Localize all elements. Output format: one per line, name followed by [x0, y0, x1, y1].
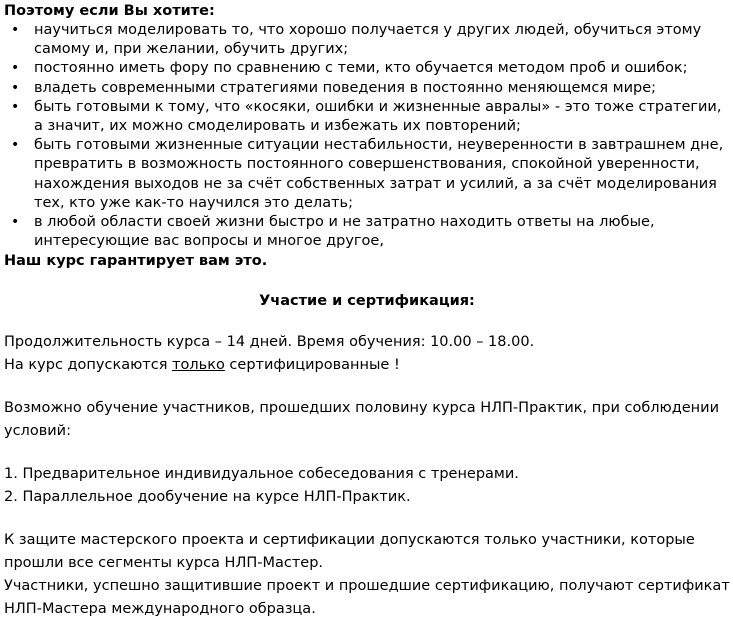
- spacer: [4, 443, 730, 463]
- admission-note: [4, 354, 730, 377]
- bullet-icon: •: [11, 60, 20, 77]
- spacer: [4, 509, 730, 529]
- list-item-text: владеть современными стратегиями поведения в постоянно меняющемся мире;: [34, 79, 657, 96]
- bullet-icon: •: [11, 137, 20, 154]
- list-item-text: научиться моделировать то, что хорошо получается у других людей, обучиться этому самому и, при желании, обучить других;: [34, 22, 702, 58]
- certificate-note: Участники, успешно защитившие проект и прошедшие сертификацию, получают сертификат НЛП-Мастера международного образца.: [4, 578, 730, 618]
- list-item-text: быть готовыми жизненные ситуации нестабильности, неуверенности в завтрашнем дне, превратить в возможность постоянного совершенствования, спокойной уверенности, нахождения выходов не за счёт собственных затрат и усилий, а за счёт моделирования тех, кто уже как-то научился это делать;: [34, 137, 724, 211]
- list-item: [4, 59, 730, 78]
- admission-text-after: сертифицированные !: [224, 357, 400, 374]
- list-item: [4, 21, 730, 59]
- bullet-icon: •: [11, 79, 20, 96]
- bullet-icon: •: [11, 98, 20, 115]
- guarantee-statement: Наш курс гарантирует вам это.: [4, 253, 268, 270]
- benefits-list: [4, 21, 730, 251]
- course-duration: Продолжительность курса – 14 дней. Время обучения: 10.00 – 18.00.: [4, 334, 535, 351]
- list-item: [4, 213, 730, 251]
- list-item: [4, 98, 730, 136]
- bullet-icon: •: [11, 22, 20, 38]
- spacer: [4, 377, 730, 397]
- spacer: [4, 311, 730, 331]
- admission-text-before: На курс допускаются: [4, 357, 173, 374]
- possible-training-note: Возможно обучение участников, прошедших половину курса НЛП-Практик, при соблюдении условий:: [4, 400, 720, 440]
- list-item-text: быть готовыми к тому, что «косяки, ошибки и жизненные авралы» - это тоже стратегии, а значит, их можно смоделировать и избежать их повторений;: [34, 98, 722, 135]
- admission-emphasis: только: [172, 357, 225, 374]
- bullet-icon: •: [11, 214, 20, 231]
- condition-item: 2. Параллельное дообучение на курсе НЛП-Практик.: [4, 489, 411, 506]
- list-item: [4, 136, 730, 213]
- defense-admission-note: К защите мастерского проекта и сертификации допускаются только участники, которые прошли все сегменты курса НЛП-Мастер.: [4, 532, 695, 572]
- list-item-text: постоянно иметь фору по сравнению с теми, кто обучается методом проб и ошибок;: [34, 60, 688, 77]
- condition-item: 1. Предварительное индивидуальное собеседования с тренерами.: [4, 466, 519, 483]
- list-item-text: в любой области своей жизни быстро и не затратно находить ответы на любые, интересующие вас вопросы и многое другое,: [34, 214, 655, 250]
- list-item: [4, 79, 730, 98]
- intro-heading: Поэтому если Вы хотите:: [4, 3, 215, 19]
- document-page: [4, 0, 730, 621]
- section-title: Участие и сертификация:: [259, 293, 475, 310]
